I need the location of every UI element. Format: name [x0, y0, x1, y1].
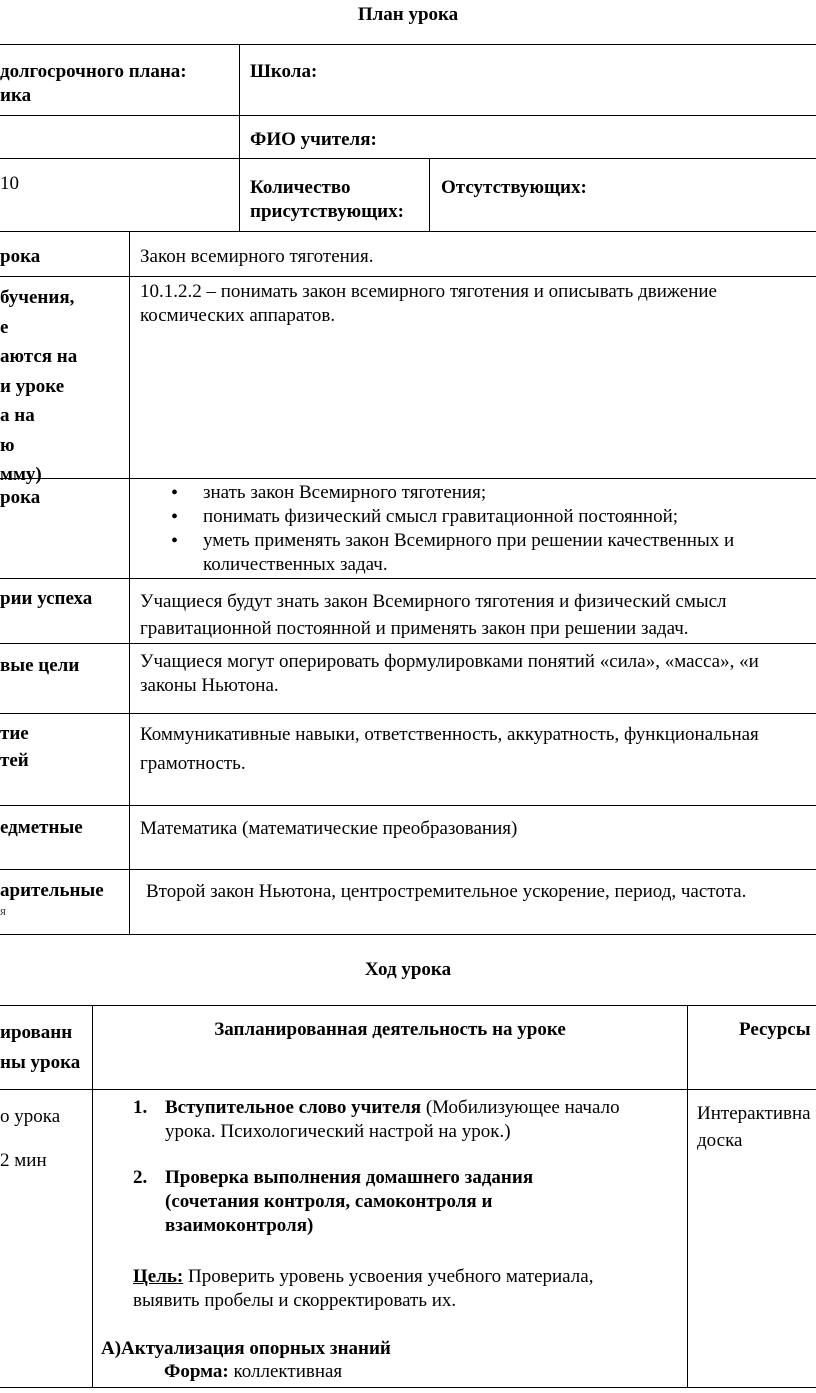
table-border	[0, 578, 816, 579]
list-item: • понимать физический смысл гравитационной постоянной;	[171, 505, 734, 529]
table-border	[0, 869, 816, 870]
progress-title: Ход урока	[364, 959, 452, 980]
table-border	[92, 1005, 93, 1387]
stage-cell: о урока 2 мин	[0, 1106, 61, 1171]
teacher-label: ФИО учителя:	[250, 129, 377, 150]
step-1: 1. Вступительное слово учителя (Мобилизующее начало урока. Психологический настрой на урок.)	[133, 1097, 620, 1142]
lesson-goals-list	[171, 481, 734, 577]
table-border	[0, 934, 816, 935]
topic-value: Закон всемирного тяготения.	[140, 246, 374, 267]
lesson-goals-label: рока	[0, 487, 41, 508]
language-goals-label: вые цели	[0, 655, 80, 676]
school-label: Школа:	[250, 61, 318, 82]
success-criteria-label: рии успеха	[0, 588, 93, 609]
table-border	[687, 1005, 688, 1387]
absent-label: Отсутствующих:	[441, 177, 587, 198]
table-border	[0, 1005, 816, 1006]
table-border	[0, 276, 816, 277]
list-item-continuation: количественных задач.	[203, 554, 388, 575]
table-border	[0, 713, 816, 714]
values-label: тие тей	[0, 723, 29, 771]
objectives-value: 10.1.2.2 – понимать закон всемирного тяготения и описывать движение космических аппаратов.	[140, 281, 717, 326]
prior-knowledge-label: арительные я	[0, 880, 104, 918]
prior-knowledge-value: Второй закон Ньютона, центростремительное ускорение, период, частота.	[146, 881, 747, 902]
language-goals-value: Учащиеся могут оперировать формулировками понятий «сила», «масса», «и законы Ньютона.	[140, 651, 759, 696]
list-item: • уметь применять закон Всемирного при решении качественных и	[171, 529, 734, 553]
resources-cell: Интерактивна доска	[697, 1103, 811, 1151]
long-term-plan-label: долгосрочного плана: ика	[0, 61, 187, 106]
resources-column-header: Ресурсы	[739, 1019, 811, 1040]
page-title: План урока	[357, 4, 459, 25]
section-a-heading: А)Актуализация опорных знаний	[101, 1338, 391, 1359]
present-label: Количество присутствующих:	[250, 177, 404, 222]
topic-label: рока	[0, 246, 41, 267]
values-value: Коммуникативные навыки, ответственность, аккуратность, функциональная грамотность.	[140, 724, 759, 774]
stage-column-header: ированн ны урока	[0, 1022, 81, 1073]
table-border	[0, 1387, 816, 1388]
cross-subject-value: Математика (математические преобразования)	[140, 818, 518, 839]
activity-column-header: Запланированная деятельность на уроке	[214, 1019, 566, 1040]
table-border	[0, 805, 816, 806]
goal-text: Цель: Проверить уровень усвоения учебного материала, выявить пробелы и скорректировать их.	[133, 1266, 594, 1311]
table-border	[0, 478, 816, 479]
table-border	[0, 44, 816, 45]
list-item: • знать закон Всемирного тяготения;	[171, 481, 734, 505]
success-criteria-value: Учащиеся будут знать закон Всемирного тяготения и физический смысл гравитационной постоянной и применять закон при решении задач.	[140, 591, 727, 639]
objectives-label: бучения, е аются на и уроке а на ю мму)	[0, 287, 78, 485]
form-line: Форма: коллективная	[164, 1361, 343, 1382]
table-border	[0, 643, 816, 644]
table-border	[429, 158, 430, 231]
table-border	[239, 44, 240, 231]
table-border	[0, 158, 816, 159]
table-border	[0, 115, 816, 116]
table-border	[0, 1089, 816, 1090]
cross-subject-label: едметные	[0, 817, 83, 838]
grade-value: 10	[0, 173, 19, 194]
table-border	[129, 231, 130, 934]
table-border	[0, 231, 816, 232]
step-2: 2. Проверка выполнения домашнего задания (сочетания контроля, самоконтроля и взаимоконтроля)	[133, 1167, 534, 1236]
